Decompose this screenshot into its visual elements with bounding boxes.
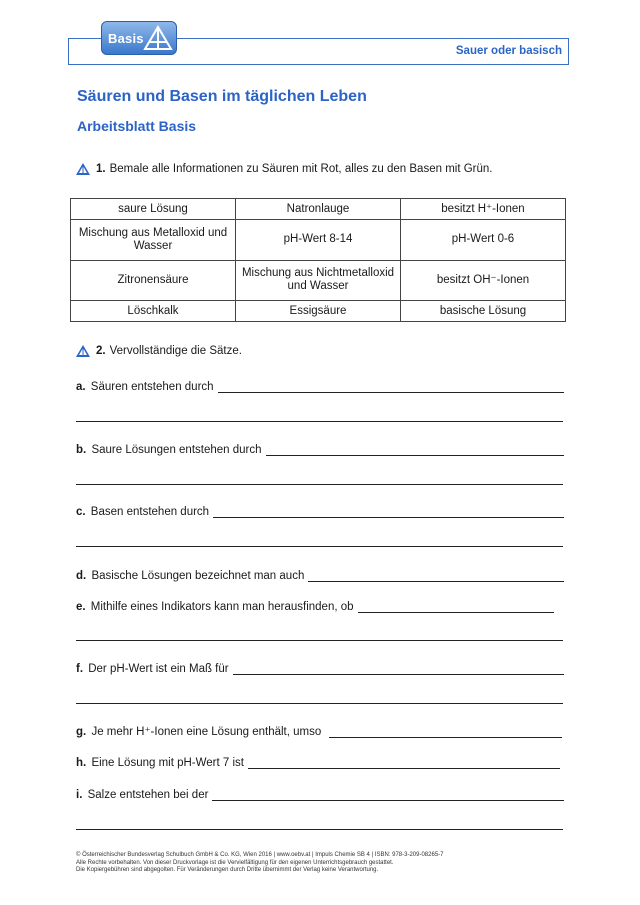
table-cell[interactable]: pH-Wert 8-14 [236, 220, 401, 261]
sentence-letter: i. [76, 789, 83, 801]
footer-line: Alle Rechte vorbehalten. Von dieser Druckvorlage ist die Vervielfältigung für den eigenen Unterrichtsgebrauch gestattet. [76, 859, 394, 866]
answer-blank[interactable] [233, 662, 564, 675]
answer-line[interactable] [76, 546, 563, 547]
answer-blank[interactable] [212, 788, 564, 801]
task-1-header [76, 163, 492, 175]
table-row [71, 301, 566, 322]
sentence-text: Saure Lösungen entstehen durch [91, 444, 262, 456]
answer-line[interactable] [76, 829, 563, 830]
table-row [71, 220, 566, 261]
sentence-text: Mithilfe eines Indikators kann man herausfinden, ob [90, 601, 354, 613]
answer-blank[interactable] [358, 600, 554, 613]
sentence-a [76, 377, 564, 393]
table-cell[interactable]: Zitronensäure [71, 260, 236, 301]
sentence-text: Eine Lösung mit pH-Wert 7 ist [91, 757, 244, 769]
table-cell[interactable]: Löschkalk [71, 301, 236, 322]
sentence-letter: c. [76, 506, 86, 518]
sentence-c [76, 502, 564, 518]
task-2-header [76, 345, 242, 357]
sentence-letter: h. [76, 757, 87, 769]
table-cell[interactable]: besitzt H⁺-Ionen [401, 199, 566, 220]
answer-blank[interactable] [308, 569, 564, 582]
sentence-h [76, 753, 560, 769]
table-cell[interactable]: saure Lösung [71, 199, 236, 220]
task-1-text: Bemale alle Informationen zu Säuren mit Rot, alles zu den Basen mit Grün. [109, 163, 493, 175]
level-pyramid-icon [76, 345, 90, 357]
sentence-text: Der pH-Wert ist ein Maß für [88, 663, 229, 675]
topic-label: Sauer oder basisch [455, 45, 562, 57]
sentence-text: Je mehr H⁺-Ionen eine Lösung enthält, umso [91, 726, 322, 738]
table-row [71, 199, 566, 220]
table-cell[interactable]: basische Lösung [401, 301, 566, 322]
table-row [71, 260, 566, 301]
pyramid-icon [143, 25, 173, 51]
answer-blank[interactable] [329, 725, 562, 738]
answer-blank[interactable] [248, 756, 560, 769]
answer-blank[interactable] [266, 443, 564, 456]
table-cell[interactable]: Natronlauge [236, 199, 401, 220]
sentence-text: Säuren entstehen durch [90, 381, 214, 393]
sentence-text: Basische Lösungen bezeichnet man auch [91, 570, 305, 582]
sentence-f [76, 659, 564, 675]
sentence-letter: d. [76, 570, 87, 582]
level-pyramid-icon [76, 163, 90, 175]
sentence-letter: b. [76, 444, 87, 456]
sentence-letter: e. [76, 601, 86, 613]
sentence-text: Salze entstehen bei der [87, 789, 209, 801]
sentence-d [76, 566, 564, 582]
sentence-i [76, 785, 564, 801]
basis-logo [101, 21, 177, 55]
table-cell[interactable]: besitzt OH⁻-Ionen [401, 260, 566, 301]
table-cell[interactable]: Mischung aus Metalloxid und Wasser [71, 220, 236, 261]
page-title: Säuren und Basen im täglichen Leben [77, 88, 367, 105]
answer-line[interactable] [76, 421, 563, 422]
table-cell[interactable]: Essigsäure [236, 301, 401, 322]
logo-text: Basis [108, 31, 144, 46]
sentence-letter: f. [76, 663, 84, 675]
word-table [70, 198, 566, 322]
sentence-e [76, 597, 554, 613]
sentence-letter: a. [76, 381, 86, 393]
page-subtitle: Arbeitsblatt Basis [77, 118, 197, 134]
answer-line[interactable] [76, 703, 563, 704]
sentence-b [76, 440, 564, 456]
sentence-text: Basen entstehen durch [90, 506, 210, 518]
answer-blank[interactable] [218, 380, 564, 393]
sentence-g [76, 722, 562, 738]
task-2-number: 2. [96, 345, 106, 357]
answer-line[interactable] [76, 640, 563, 641]
table-cell[interactable]: pH-Wert 0-6 [401, 220, 566, 261]
answer-line[interactable] [76, 484, 563, 485]
copyright-footer [76, 852, 444, 875]
footer-line: Die Kopiergebühren sind abgegolten. Für Veränderungen durch Dritte übernimmt der Verlag keine Verantwortung. [76, 867, 379, 873]
table-cell[interactable]: Mischung aus Nichtmetalloxid und Wasser [236, 260, 401, 301]
footer-line: © Österreichischer Bundesverlag Schulbuch GmbH & Co. KG, Wien 2016 | www.oebv.at | Impuls Chemie SB 4 | ISBN: 978-3-209-08265-7 [76, 852, 444, 858]
task-1-number: 1. [96, 163, 106, 175]
task-2-text: Vervollständige die Sätze. [109, 345, 242, 357]
sentence-letter: g. [76, 726, 87, 738]
answer-blank[interactable] [213, 505, 564, 518]
